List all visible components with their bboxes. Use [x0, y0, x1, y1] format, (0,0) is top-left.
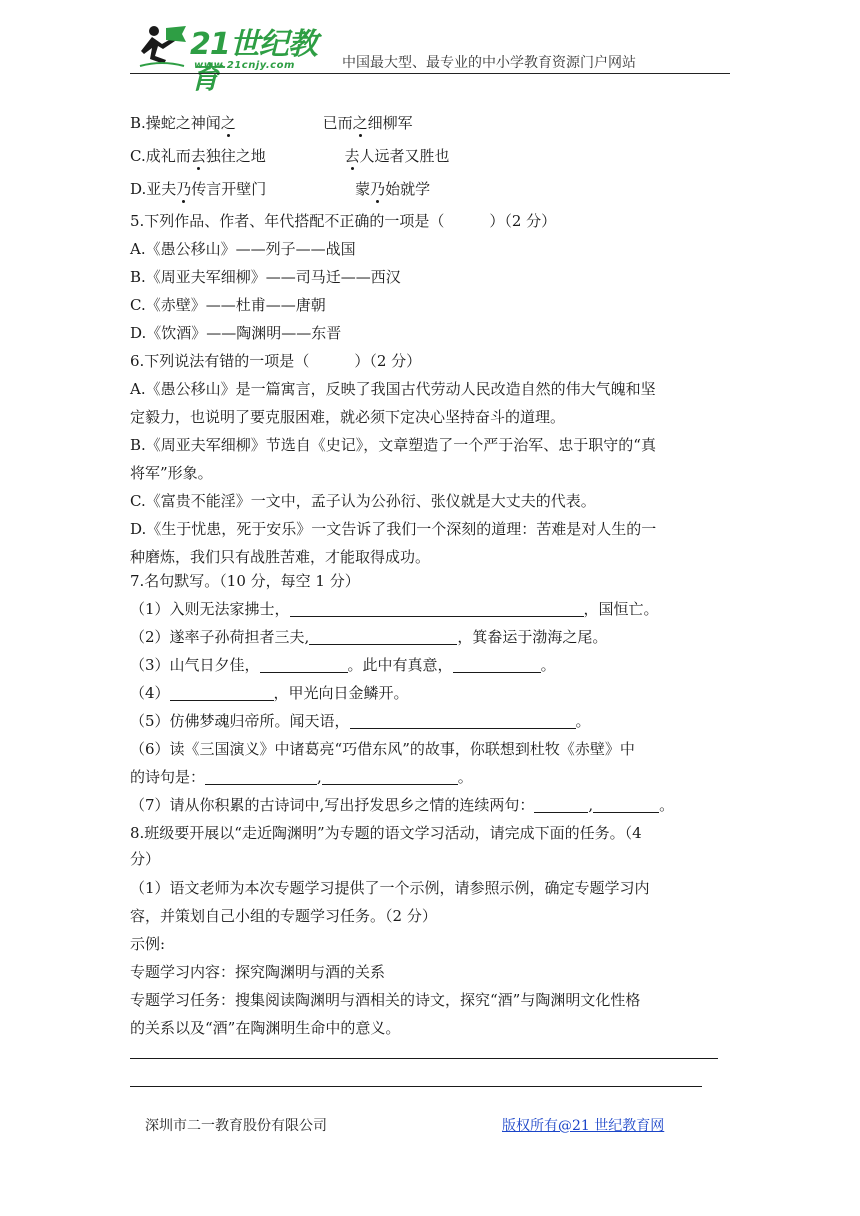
fill-in-blank[interactable]: [260, 656, 348, 673]
question-7-item-1: [130, 598, 659, 620]
fill-in-blank[interactable]: [205, 768, 317, 785]
text: （4）: [130, 684, 170, 702]
answer-line[interactable]: [130, 1058, 718, 1059]
question-6-option-b-line1: B.《周亚夫军细柳》节选自《史记》，文章塑造了一个严于治军、忠于职守的“真: [130, 436, 656, 454]
text: （5）仿佛梦魂归帝所。闻天语，: [130, 712, 350, 730]
option-c-line: [130, 145, 450, 167]
dotted-char: 乃: [370, 180, 386, 198]
fill-in-blank[interactable]: [350, 712, 576, 729]
answer-line[interactable]: [130, 1086, 702, 1087]
site-slogan: 中国最大型、最专业的中小学教育资源门户网站: [342, 55, 636, 71]
text: （7）请从你积累的古诗词中,写出抒发思乡之情的连续两句：: [130, 796, 535, 814]
text: ,: [588, 796, 594, 814]
question-6-option-c: C.《富贵不能淫》一文中，孟子认为公孙衍、张仪就是大丈夫的代表。: [130, 492, 596, 510]
question-7-item-6-line1: （6）读《三国演义》中诸葛亮“巧借东风”的故事，你联想到杜牧《赤壁》中: [130, 740, 635, 758]
footer-copyright-link[interactable]: 版权所有@21 世纪教育网: [502, 1118, 665, 1134]
running-man-icon: [136, 24, 188, 70]
page-header: [130, 22, 730, 96]
question-5-option-a: A.《愚公移山》——列子——战国: [130, 240, 356, 258]
question-8-part1-line2: 容，并策划自己小组的专题学习任务。（2 分）: [130, 907, 437, 925]
text: （2）遂率子孙荷担者三夫,: [130, 628, 310, 646]
text: 的诗句是：: [130, 768, 206, 786]
question-8-part1-line1: （1）语文老师为本次专题学习提供了一个示例，请参照示例，确定专题学习内: [130, 879, 650, 897]
question-7-item-7: [130, 794, 674, 816]
question-6-option-b-line2: 将军”形象。: [130, 464, 213, 482]
text: 。此中有真意，: [347, 656, 453, 674]
question-7-item-5: [130, 710, 591, 732]
text: B.操蛇之神闻: [130, 114, 221, 132]
fill-in-blank[interactable]: [309, 628, 457, 645]
text: 。: [659, 796, 675, 814]
dotted-char: 去: [190, 147, 206, 165]
fill-in-blank[interactable]: [290, 600, 584, 617]
example-content: 专题学习内容：探究陶渊明与酒的关系: [130, 963, 386, 981]
text: ，国恒亡。: [583, 600, 659, 618]
question-5-option-b: B.《周亚夫军细柳》——司马迁——西汉: [130, 268, 401, 286]
fill-in-blank[interactable]: [534, 796, 588, 813]
question-7-item-3: [130, 654, 556, 676]
text: ，箕畚运于渤海之尾。: [457, 628, 608, 646]
dotted-char: 之: [220, 114, 236, 132]
question-6-option-d-line1: D.《生于忧患，死于安乐》一文告诉了我们一个深刻的道理：苦难是对人生的一: [130, 520, 657, 538]
text: 人远者又胜也: [359, 147, 450, 165]
text: 。: [575, 712, 591, 730]
question-6-option-a-line1: A.《愚公移山》是一篇寓言，反映了我国古代劳动人民改造自然的伟大气魄和坚: [130, 380, 656, 398]
fill-in-blank[interactable]: [593, 796, 659, 813]
question-8-line2: 分）: [130, 850, 161, 868]
question-6-option-a-line2: 定毅力，也说明了要克服困难，就必须下定决心坚持奋斗的道理。: [130, 408, 566, 426]
text: 蒙: [355, 180, 371, 198]
question-6: 6.下列说法有错的一项是（ ）（2 分）: [130, 352, 422, 370]
text: ,: [317, 768, 322, 786]
header-divider: [130, 73, 730, 74]
option-b-line: [130, 112, 413, 134]
footer-company: 深圳市二一教育股份有限公司: [145, 1118, 327, 1134]
example-task-line2: 的关系以及“酒”在陶渊明生命中的意义。: [130, 1019, 401, 1037]
logo-url: www.21cnjy.com: [194, 60, 295, 71]
fill-in-blank[interactable]: [322, 768, 458, 785]
question-7-item-4: [130, 682, 409, 704]
text: 独往之地: [205, 147, 266, 165]
fill-in-blank[interactable]: [170, 684, 274, 701]
question-7-item-6-line2: [130, 766, 473, 788]
text: 。: [457, 768, 473, 786]
text: ，甲光向日金鳞开。: [273, 684, 409, 702]
question-7: 7.名句默写。（10 分，每空 1 分）: [130, 572, 360, 590]
dotted-char: 之: [352, 114, 368, 132]
question-5-option-c: C.《赤壁》——杜甫——唐朝: [130, 296, 326, 314]
example-task-line1: 专题学习任务：搜集阅读陶渊明与酒相关的诗文，探究“酒”与陶渊明文化性格: [130, 991, 641, 1009]
fill-in-blank[interactable]: [453, 656, 541, 673]
text: 。: [540, 656, 556, 674]
example-label: 示例:: [130, 935, 166, 953]
text: 细柳军: [367, 114, 413, 132]
site-logo[interactable]: [130, 22, 330, 96]
text: C.成礼而: [130, 147, 191, 165]
dotted-char: 去: [344, 147, 360, 165]
text: （1）入则无法家拂士，: [130, 600, 290, 618]
text: （3）山气日夕佳，: [130, 656, 260, 674]
text: 传言开壁门: [191, 180, 267, 198]
question-8-line1: 8.班级要开展以“走近陶渊明”为专题的语文学习活动，请完成下面的任务。（4: [130, 824, 642, 842]
text: D.亚夫: [130, 180, 177, 198]
question-5: 5.下列作品、作者、年代搭配不正确的一项是（ ）（2 分）: [130, 212, 557, 230]
logo-title: 21世纪教育: [190, 27, 317, 96]
question-6-option-d-line2: 种磨炼，我们只有战胜苦难，才能取得成功。: [130, 548, 431, 566]
text: 已而: [322, 114, 353, 132]
dotted-char: 乃: [176, 180, 192, 198]
text: 始就学: [385, 180, 431, 198]
question-5-option-d: D.《饮酒》——陶渊明——东晋: [130, 324, 342, 342]
question-7-item-2: [130, 626, 607, 648]
option-d-line: [130, 178, 430, 200]
